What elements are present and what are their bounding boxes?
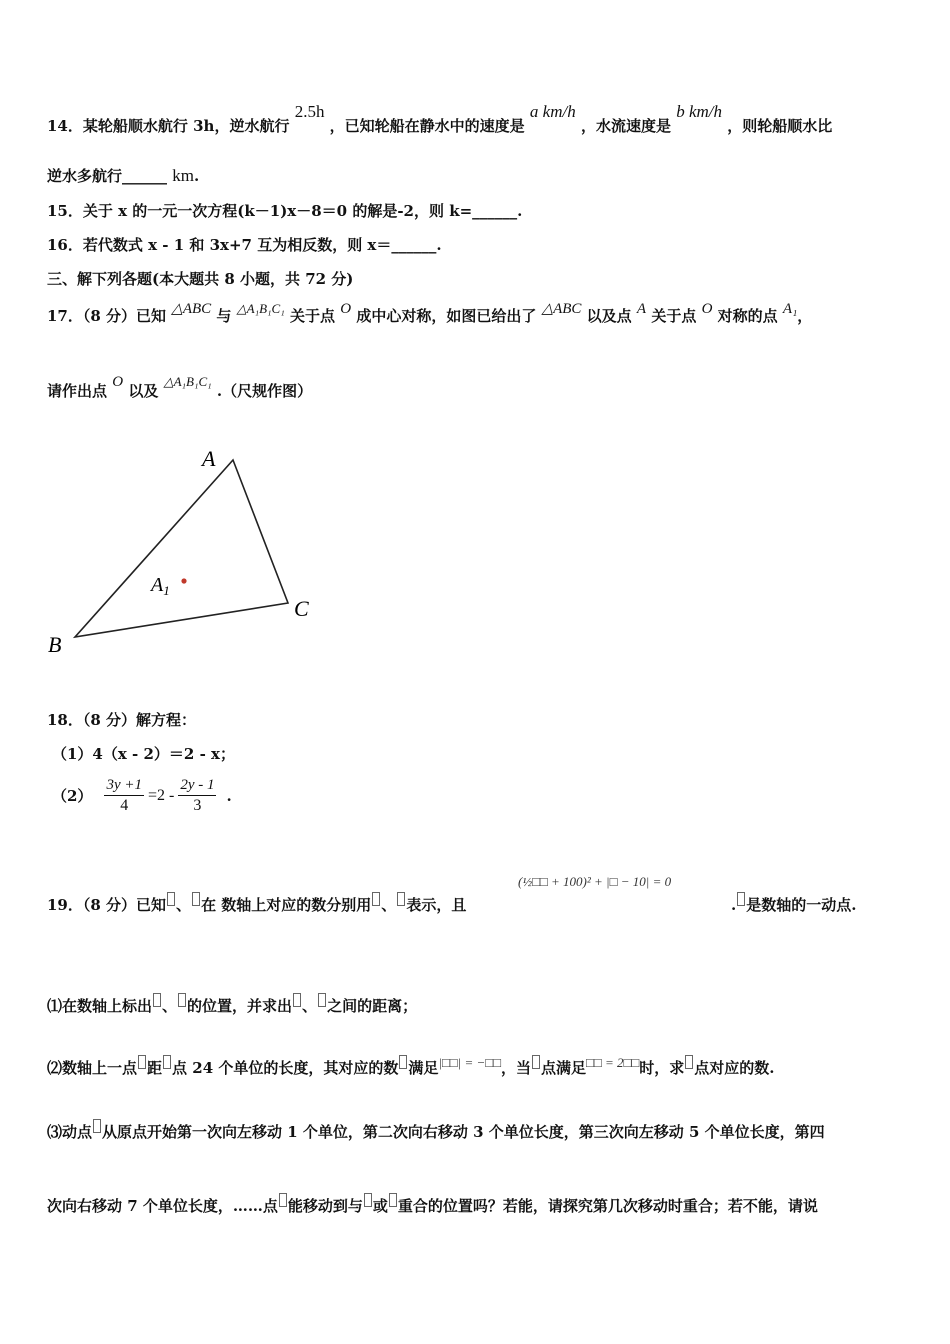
q19-p1: 19．（8 分）已知 <box>47 896 167 914</box>
placeholder-box-icon <box>293 993 301 1007</box>
label-b: B <box>48 632 62 657</box>
q18-part2-label: （2） <box>52 787 93 805</box>
q17-m4: △ABC <box>541 301 582 317</box>
q19-equation: (½□□ + 100)² + |□ − 10| = 0 <box>518 874 672 889</box>
q19-s2g: 时，求 <box>639 1059 685 1077</box>
q19-p5: 表示，且 <box>406 896 467 914</box>
q17-l2p3: .（尺规作图） <box>216 382 313 400</box>
q18-end: . <box>226 786 232 805</box>
q18-frac1-num: 3y +1 <box>104 775 144 796</box>
q14-prefix: 14．某轮船顺水航行 3h，逆水航行 <box>47 117 290 135</box>
q17-l2m2: △A₁B₁C₁ <box>163 374 212 389</box>
q17-m3: O <box>340 301 352 317</box>
q19-p2: 、 <box>176 896 192 914</box>
q18-frac2 <box>178 775 216 816</box>
q14-line2-prefix: 逆水多航行 <box>47 167 123 185</box>
q19-p4: 、 <box>381 896 397 914</box>
q17-line1 <box>47 301 813 326</box>
q19-line1-tail <box>731 892 856 915</box>
q19-s2a: ⑵数轴上一点 <box>47 1059 138 1077</box>
placeholder-box-icon <box>372 892 380 906</box>
placeholder-box-icon <box>153 993 161 1007</box>
q19-s1b: 、 <box>162 997 178 1015</box>
q17-m5: A <box>636 301 647 317</box>
triangle-figure <box>40 440 340 670</box>
q19-p7: 是数轴的一动点. <box>746 896 857 914</box>
q18-part2 <box>52 775 232 816</box>
q16-line: 16．若代数式 x - 1 和 3x+7 互为相反数，则 x＝______. <box>47 236 442 254</box>
q14-line2 <box>47 165 199 186</box>
placeholder-box-icon <box>178 993 186 1007</box>
q19-p6: . <box>731 896 737 914</box>
q19-p3: 在 数轴上对应的数分别用 <box>201 896 372 914</box>
placeholder-box-icon <box>93 1119 101 1133</box>
placeholder-box-icon <box>685 1055 693 1069</box>
q19-s3f: 重合的位置吗？若能，请探究第几次移动时重合；若不能，请说 <box>397 1197 818 1215</box>
placeholder-box-icon <box>279 1193 287 1207</box>
q19-s1a: ⑴在数轴上标出 <box>47 997 153 1015</box>
q14-line2-end: . <box>193 167 200 185</box>
q17-m7: A₁ <box>782 301 798 317</box>
placeholder-box-icon <box>399 1055 407 1069</box>
q19-s2h: 点对应的数. <box>694 1059 775 1077</box>
label-a1-sub: 1 <box>163 583 170 598</box>
q18-title: 18．（8 分）解方程： <box>47 711 197 729</box>
placeholder-box-icon <box>167 892 175 906</box>
q14-line1 <box>47 102 833 136</box>
q14-mid2: ，水流速度是 <box>580 117 671 135</box>
q19-sub3-line1 <box>47 1119 825 1142</box>
q19-s2-eq2: □□ = 2□□ <box>586 1055 640 1070</box>
placeholder-box-icon <box>318 993 326 1007</box>
label-a1 <box>149 574 170 598</box>
q17-l2p1: 请作出点 <box>47 382 108 400</box>
q18-part1: （1）4（x - 2）＝2 - x； <box>52 745 235 763</box>
q19-sub1 <box>47 993 417 1016</box>
q19-equation-image <box>518 872 671 890</box>
q15-line: 15．关于 x 的一元一次方程(k－1)x－8＝0 的解是-2，则 k=______. <box>47 202 523 220</box>
placeholder-box-icon <box>532 1055 540 1069</box>
q17-p2: 与 <box>216 307 232 325</box>
q14-math-time: 2.5h <box>294 102 325 121</box>
q18-frac2-num: 2y - 1 <box>178 775 216 796</box>
q14-mid1: ，已知轮船在静水中的速度是 <box>329 117 525 135</box>
q19-s2f: 点满足 <box>541 1059 587 1077</box>
q19-s2-eq1: |□□| = −□□ <box>438 1055 501 1070</box>
placeholder-box-icon <box>138 1055 146 1069</box>
q19-s3c: 次向右移动 7 个单位长度，……点 <box>47 1197 278 1215</box>
q19-s2e: ，当 <box>500 1059 531 1077</box>
placeholder-box-icon <box>364 1193 372 1207</box>
q19-sub3-line2 <box>47 1193 818 1216</box>
q19-s2d: 满足 <box>408 1059 439 1077</box>
q17-p5: 以及点 <box>586 307 632 325</box>
q17-l2m1: O <box>112 374 124 390</box>
q17-p7: 对称的点 <box>717 307 778 325</box>
q19-s3b: 从原点开始第一次向左移动 1 个单位，第二次向右移动 3 个单位长度，第三次向左移动 5 个单位长度，第四 <box>102 1123 825 1141</box>
q17-p6: 关于点 <box>651 307 697 325</box>
placeholder-box-icon <box>163 1055 171 1069</box>
placeholder-box-icon <box>192 892 200 906</box>
q19-s2c: 点 24 个单位的长度，其对应的数 <box>172 1059 399 1077</box>
q18-frac1 <box>104 775 144 816</box>
q19-line1 <box>47 892 466 915</box>
q19-s3d: 能移动到与 <box>287 1197 363 1215</box>
q17-m1: △ABC <box>171 301 212 317</box>
q18-frac1-den: 4 <box>120 797 129 814</box>
placeholder-box-icon <box>397 892 405 906</box>
q18-middle: =2 - <box>147 786 175 804</box>
q18-frac2-den: 3 <box>193 797 202 814</box>
section3-heading: 三、解下列各题(本大题共 8 小题，共 72 分) <box>47 270 354 288</box>
q14-unit: km <box>172 166 194 185</box>
q19-s1d: 、 <box>302 997 318 1015</box>
q17-m6: O <box>701 301 713 317</box>
q19-sub2 <box>47 1055 774 1078</box>
q14-end1: ，则轮船顺水比 <box>727 117 833 135</box>
q14-blank: ______ <box>122 167 168 185</box>
q17-p8: ， <box>797 307 813 325</box>
q17-p4: 成中心对称，如图已给出了 <box>356 307 537 325</box>
q14-math-speed-a: a km/h <box>529 102 576 121</box>
triangle-abc <box>75 460 288 637</box>
q19-s3e: 或 <box>372 1197 388 1215</box>
q17-l2p2: 以及 <box>128 382 159 400</box>
q17-m2: △A₁B₁C₁ <box>236 301 285 316</box>
placeholder-box-icon <box>737 892 745 906</box>
q19-s1c: 的位置，并求出 <box>187 997 293 1015</box>
point-a1-dot <box>181 578 186 583</box>
q19-s2b: 距 <box>147 1059 163 1077</box>
q19-s3a: ⑶动点 <box>47 1123 93 1141</box>
label-a1-main: A <box>151 574 164 596</box>
label-a: A <box>202 446 216 471</box>
q19-s1e: 之间的距离； <box>327 997 418 1015</box>
q14-math-speed-b: b km/h <box>676 102 722 121</box>
q17-p3: 关于点 <box>289 307 335 325</box>
placeholder-box-icon <box>389 1193 397 1207</box>
q17-line2 <box>47 374 313 401</box>
label-c: C <box>294 596 309 621</box>
q17-p1: 17．（8 分）已知 <box>47 307 167 325</box>
